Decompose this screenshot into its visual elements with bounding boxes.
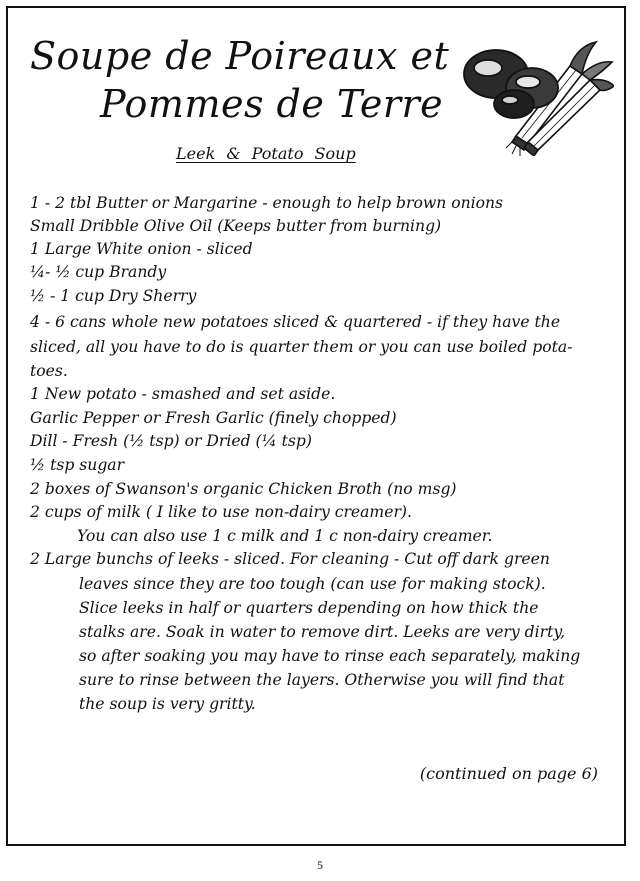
recipe-subtitle: Leek & Potato Soup (176, 144, 356, 163)
ingredient-line: 1 New potato - smashed and set aside. (30, 385, 336, 403)
ingredient-line: sliced, all you have to do is quarter them or you can use boiled pota- (30, 338, 573, 356)
ingredient-line: so after soaking you may have to rinse each separately, making (79, 647, 581, 665)
page-number: 5 (317, 858, 323, 872)
recipe-title-line2: Pommes de Terre (100, 82, 444, 126)
ingredient-line: Dill - Fresh (½ tsp) or Dried (¼ tsp) (30, 432, 312, 450)
ingredient-line: 2 boxes of Swanson's organic Chicken Broth (no msg) (30, 480, 457, 498)
ingredient-line: You can also use 1 c milk and 1 c non-dairy creamer. (77, 527, 493, 545)
ingredient-line: ¼- ½ cup Brandy (30, 263, 167, 281)
ingredient-line: Garlic Pepper or Fresh Garlic (finely chopped) (30, 409, 397, 427)
ingredient-line: the soup is very gritty. (79, 695, 256, 713)
ingredient-line: Small Dribble Olive Oil (Keeps butter from burning) (30, 217, 442, 235)
ingredient-line: ½ tsp sugar (30, 456, 125, 474)
ingredient-line: toes. (30, 362, 68, 380)
ingredient-line: 1 - 2 tbl Butter or Margarine - enough to help brown onions (30, 194, 504, 212)
ingredient-line: 1 Large White onion - sliced (30, 240, 253, 258)
ingredient-line: stalks are. Soak in water to remove dirt. Leeks are very dirty, (79, 623, 566, 641)
ingredient-line: 2 cups of milk ( I like to use non-dairy creamer). (30, 503, 412, 521)
ingredient-line: sure to rinse between the layers. Otherwise you will find that (79, 671, 565, 689)
ingredient-line: 4 - 6 cans whole new potatoes sliced & quartered - if they have the (30, 313, 561, 331)
ingredient-line: ½ - 1 cup Dry Sherry (30, 287, 197, 305)
recipe-title-line1: Soupe de Poireaux et (30, 34, 450, 78)
ingredient-line: leaves since they are too tough (can use for making stock). (79, 575, 546, 593)
ingredient-line: Slice leeks in half or quarters depending on how thick the (79, 599, 539, 617)
continued-note: (continued on page 6) (419, 764, 598, 783)
ingredient-line: 2 Large bunchs of leeks - sliced. For cleaning - Cut off dark green (30, 550, 550, 568)
potatoes-and-leeks-icon (458, 38, 614, 156)
